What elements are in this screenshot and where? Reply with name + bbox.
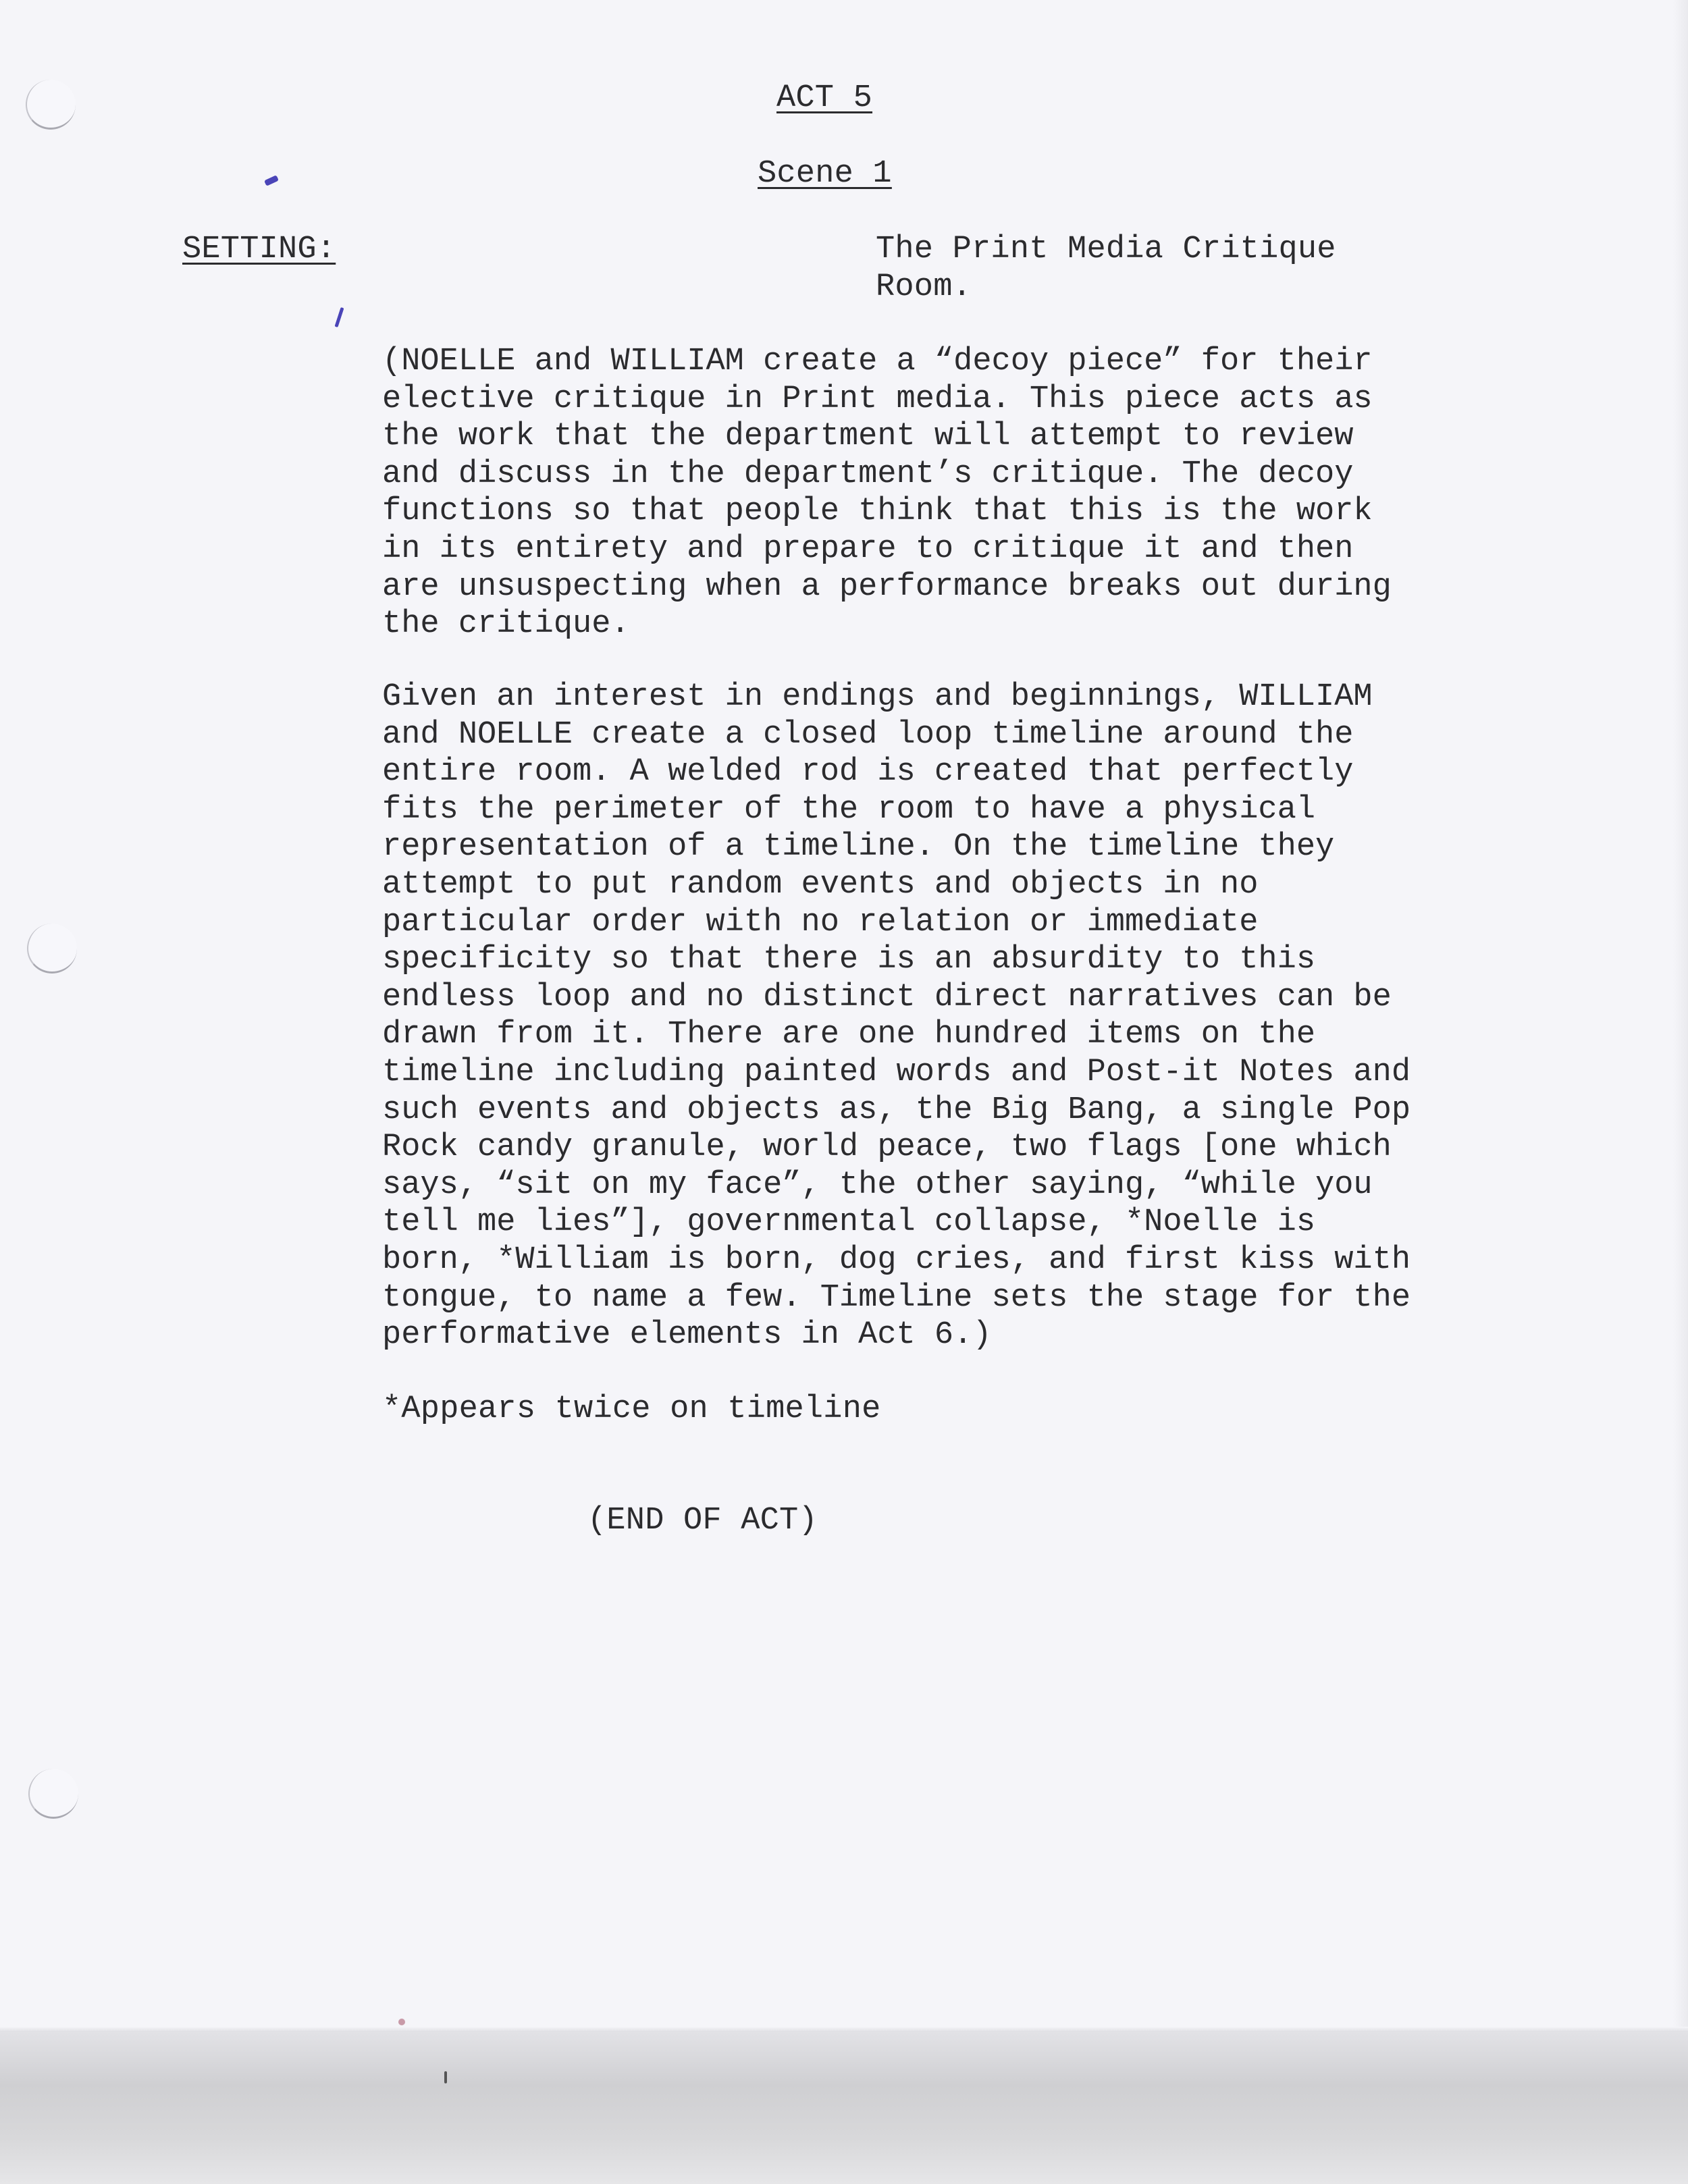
setting-value-line: Room. — [876, 269, 972, 305]
end-of-act-marker: (END OF ACT) — [587, 1503, 818, 1539]
binder-hole-bottom — [28, 1769, 78, 1819]
paragraph-line: (NOELLE and WILLIAM create a “decoy piece” for their — [382, 344, 1373, 379]
paragraph-line: functions so that people think that this is the work — [382, 494, 1373, 530]
footnote: *Appears twice on timeline — [382, 1391, 881, 1427]
scanner-shadow-band — [0, 2032, 1688, 2184]
paragraph-line: elective critique in Print media. This piece acts as — [382, 381, 1373, 417]
paragraph-line: drawn from it. There are one hundred items on the — [382, 1017, 1316, 1053]
binder-hole-top — [26, 80, 76, 130]
setting-label: SETTING: — [182, 232, 336, 267]
paragraph-line: attempt to put random events and objects in no — [382, 866, 1259, 903]
ink-mark — [334, 307, 344, 327]
paragraph-line: born, *William is born, dog cries, and first kiss with — [382, 1242, 1411, 1278]
scene-title: Scene 1 — [758, 156, 892, 192]
setting-value — [876, 231, 1336, 307]
paragraph-line: entire room. A welded rod is created that perfectly — [382, 754, 1354, 791]
paragraph-line: endless loop and no distinct direct narratives can be — [382, 979, 1392, 1015]
paragraph-line: and NOELLE create a closed loop timeline around the — [382, 716, 1354, 753]
paragraph-line: are unsuspecting when a performance breaks out during — [382, 568, 1392, 605]
paragraph-line: in its entirety and prepare to critique it and then — [382, 531, 1354, 567]
paragraph-line: the critique. — [382, 606, 630, 643]
paragraph-line: timeline including painted words and Post-it Notes and — [382, 1054, 1411, 1090]
act-title: ACT 5 — [776, 80, 873, 116]
paragraph-line: tongue, to name a few. Timeline sets the stage for the — [382, 1279, 1411, 1316]
paragraph-line: specificity so that there is an absurdity to this — [382, 942, 1316, 978]
ink-mark — [264, 175, 279, 186]
paragraph-line: performative elements in Act 6.) — [382, 1317, 992, 1354]
binder-hole-middle — [27, 924, 77, 974]
page-right-edge — [1673, 0, 1688, 2032]
ink-mark — [444, 2071, 447, 2083]
paragraph-line: tell me lies”], governmental collapse, *Noelle is — [382, 1204, 1316, 1241]
paragraph-line: Given an interest in endings and beginnings, WILLIAM — [382, 679, 1373, 715]
paragraph-line: says, “sit on my face”, the other saying, “while you — [382, 1167, 1373, 1203]
setting-value-line: The Print Media Critique — [876, 232, 1336, 267]
timeline-paragraph — [382, 678, 1410, 1354]
paragraph-line: fits the perimeter of the room to have a physical — [382, 791, 1316, 828]
paragraph-line: the work that the department will attempt to review — [382, 419, 1354, 455]
paragraph-line: such events and objects as, the Big Bang, a single Pop — [382, 1092, 1411, 1128]
paragraph-line: particular order with no relation or immediate — [382, 904, 1259, 940]
stage-direction-paragraph — [382, 343, 1392, 643]
ink-mark — [398, 2019, 405, 2025]
paragraph-line: representation of a timeline. On the timeline they — [382, 829, 1335, 865]
paragraph-line: Rock candy granule, world peace, two flags [one which — [382, 1129, 1392, 1166]
paragraph-line: and discuss in the department’s critique. The decoy — [382, 456, 1354, 492]
